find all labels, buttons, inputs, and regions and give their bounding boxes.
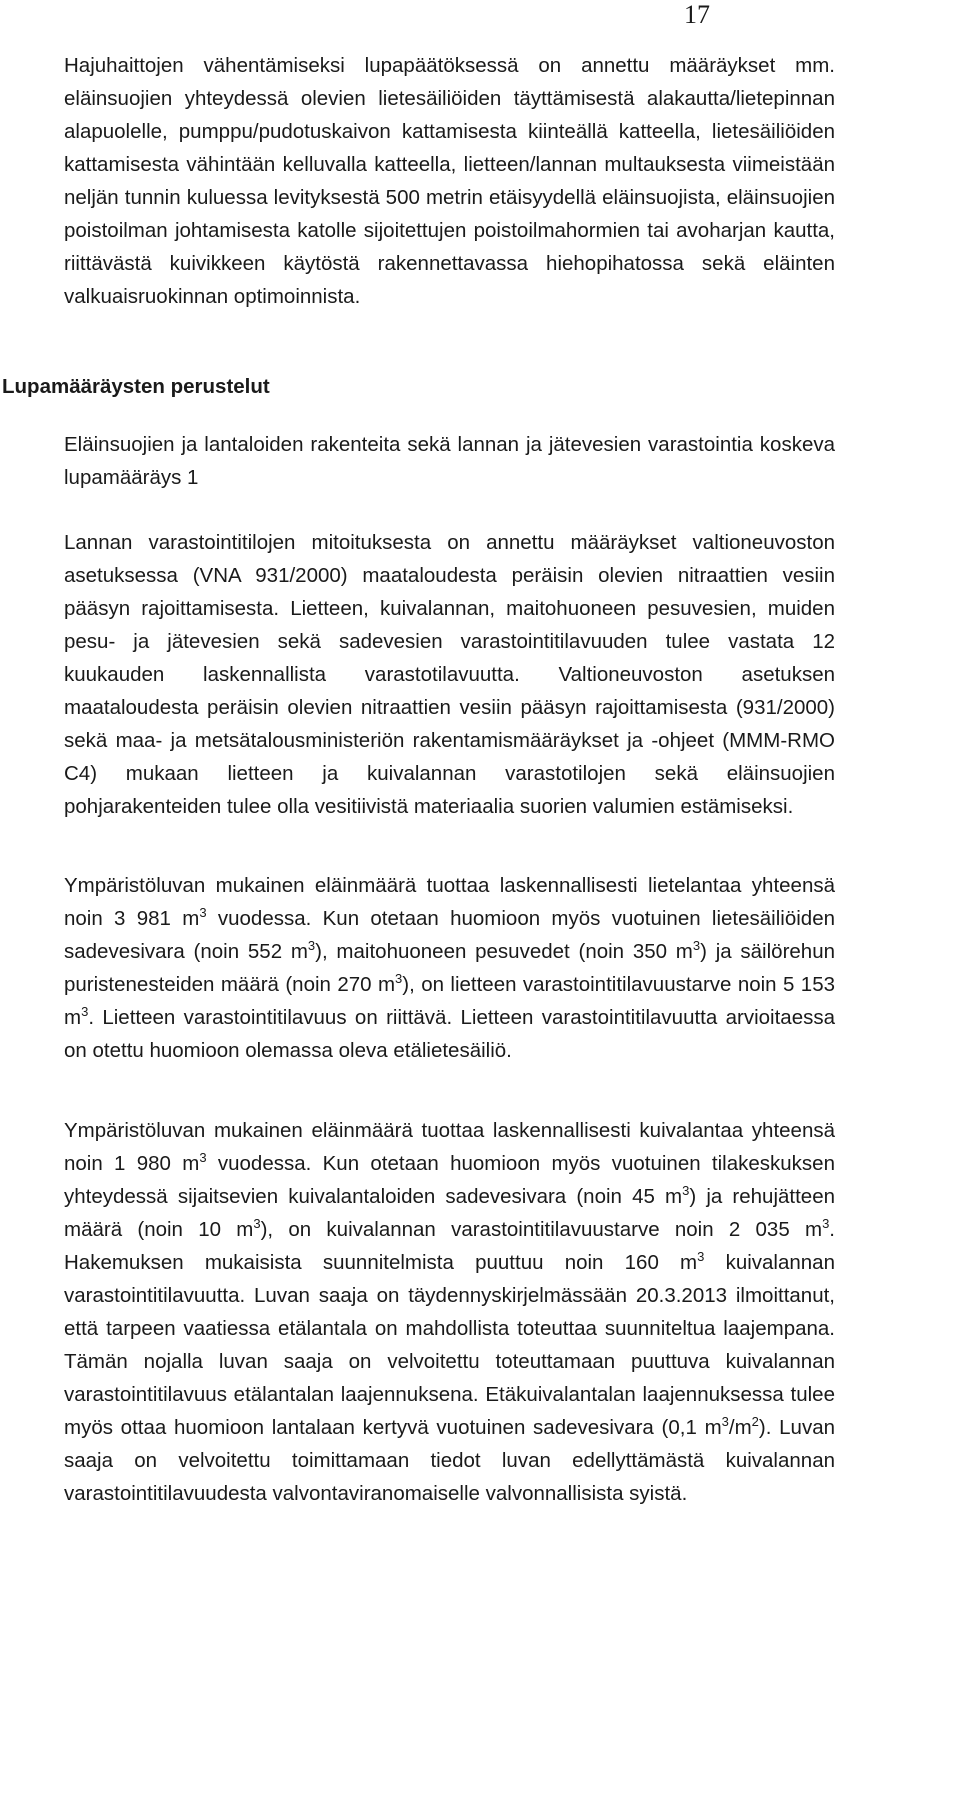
- section-heading: Lupamääräysten perustelut: [2, 375, 270, 398]
- paragraph-odour-measures: Hajuhaittojen vähentämiseksi lupapäätöksessä on annettu määräykset mm. eläinsuojien yhteydessä olevien lietesäiliöiden täyttämisestä alakautta/lietepinnan alapuolelle, pumppu/pudotuskaivon kattamisesta kiinteällä katteella, lietesäiliöiden kattamisesta vähintään kelluvalla katteella, lietteen/lannan multauksesta viimeistään neljän tunnin kuluessa levityksestä 500 metrin etäisyydellä eläinsuojista, eläinsuojien poistoilman johtamisesta katolle sijoitettujen poistoilmahormien tai avoharjan kautta, riittävästä kuivikkeen käytöstä rakennettavassa hiehopihatossa sekä eläinten valkuaisruokinnan optimoinnista.: [64, 54, 835, 308]
- paragraph-solid-manure-volume: Ympäristöluvan mukainen eläinmäärä tuottaa laskennallisesti kuivalantaa yhteensä noin 1 980 $m^3$ vuodessa. Kun otetaan huomioon myös vuotuinen tilakeskuksen yhteydessä sijaitsevien kuivalantaloiden sadevesivara (noin 45 $m^3$) ja rehujätteen määrä (noin 10 $m^3$), on kuivalannan varastointitilavuustarve noin 2 035 $m^3$. Hakemuksen mukaisista suunnitelmista puuttuu noin 160 $m^3$ kuivalannan varastointitilavuutta. Luvan saaja on täydennyskirjelmässään 20.3.2013 ilmoittanut, että tarpeen vaatiessa etälantala on mahdollista toteuttaa suunniteltua laajempana. Tämän nojalla luvan saaja on velvoitettu toteuttamaan puuttuva kuivalannan varastointitilavuus etälantalan laajennuksena. Etäkuivalantalan laajennuksessa tulee myös ottaa huomioon lantalaan kertyvä vuotuinen sadevesivara (0,1 $m^3/m^2$). Luvan saaja on velvoitettu toimittamaan tiedot luvan edellyttämästä kuivalannan varastointitilavuudesta valvontaviranomaiselle valvonnallisista syistä.: [64, 1119, 835, 1505]
- page-number: 17: [684, 0, 710, 29]
- paragraph-subheading-regulation-1: Eläinsuojien ja lantaloiden rakenteita sekä lannan ja jätevesien varastointia koskeva lupamääräys 1: [64, 433, 835, 489]
- paragraph-manure-storage-rules: Lannan varastointitilojen mitoituksesta on annettu määräykset valtioneuvoston asetuksessa (VNA 931/2000) maataloudesta peräisin olevien nitraattien vesiin pääsyn rajoittamisesta. Lietteen, kuivalannan, maitohuoneen pesuvesien, muiden pesu- ja jätevesien sekä sadevesien varastointitilavuuden tulee vastata 12 kuukauden laskennallista varastotilavuutta. Valtioneuvoston asetuksen maataloudesta peräisin olevien nitraattien vesiin pääsyn rajoittamisesta (931/2000) sekä maa- ja metsätalousministeriön rakentamismääräykset ja -ohjeet (MMM-RMO C4) mukaan lietteen ja kuivalannan varastotilojen sekä eläinsuojien pohjarakenteiden tulee olla vesitiivistä materiaalia suorien valumien estämiseksi.: [64, 531, 835, 818]
- paragraph-slurry-volume: Ympäristöluvan mukainen eläinmäärä tuottaa laskennallisesti lietelantaa yhteensä noin 3 981 $m^3$ vuodessa. Kun otetaan huomioon myös vuotuinen lietesäiliöiden sadevesivara (noin 552 $m^3$), maitohuoneen pesuvedet (noin 350 $m^3$) ja säilörehun puristenesteiden määrä (noin 270 $m^3$), on lietteen varastointitilavuustarve noin 5 153 $m^3$. Lietteen varastointitilavuus on riittävä. Lietteen varastointitilavuutta arvioitaessa on otettu huomioon olemassa oleva etälietesäiliö.: [64, 874, 835, 1062]
